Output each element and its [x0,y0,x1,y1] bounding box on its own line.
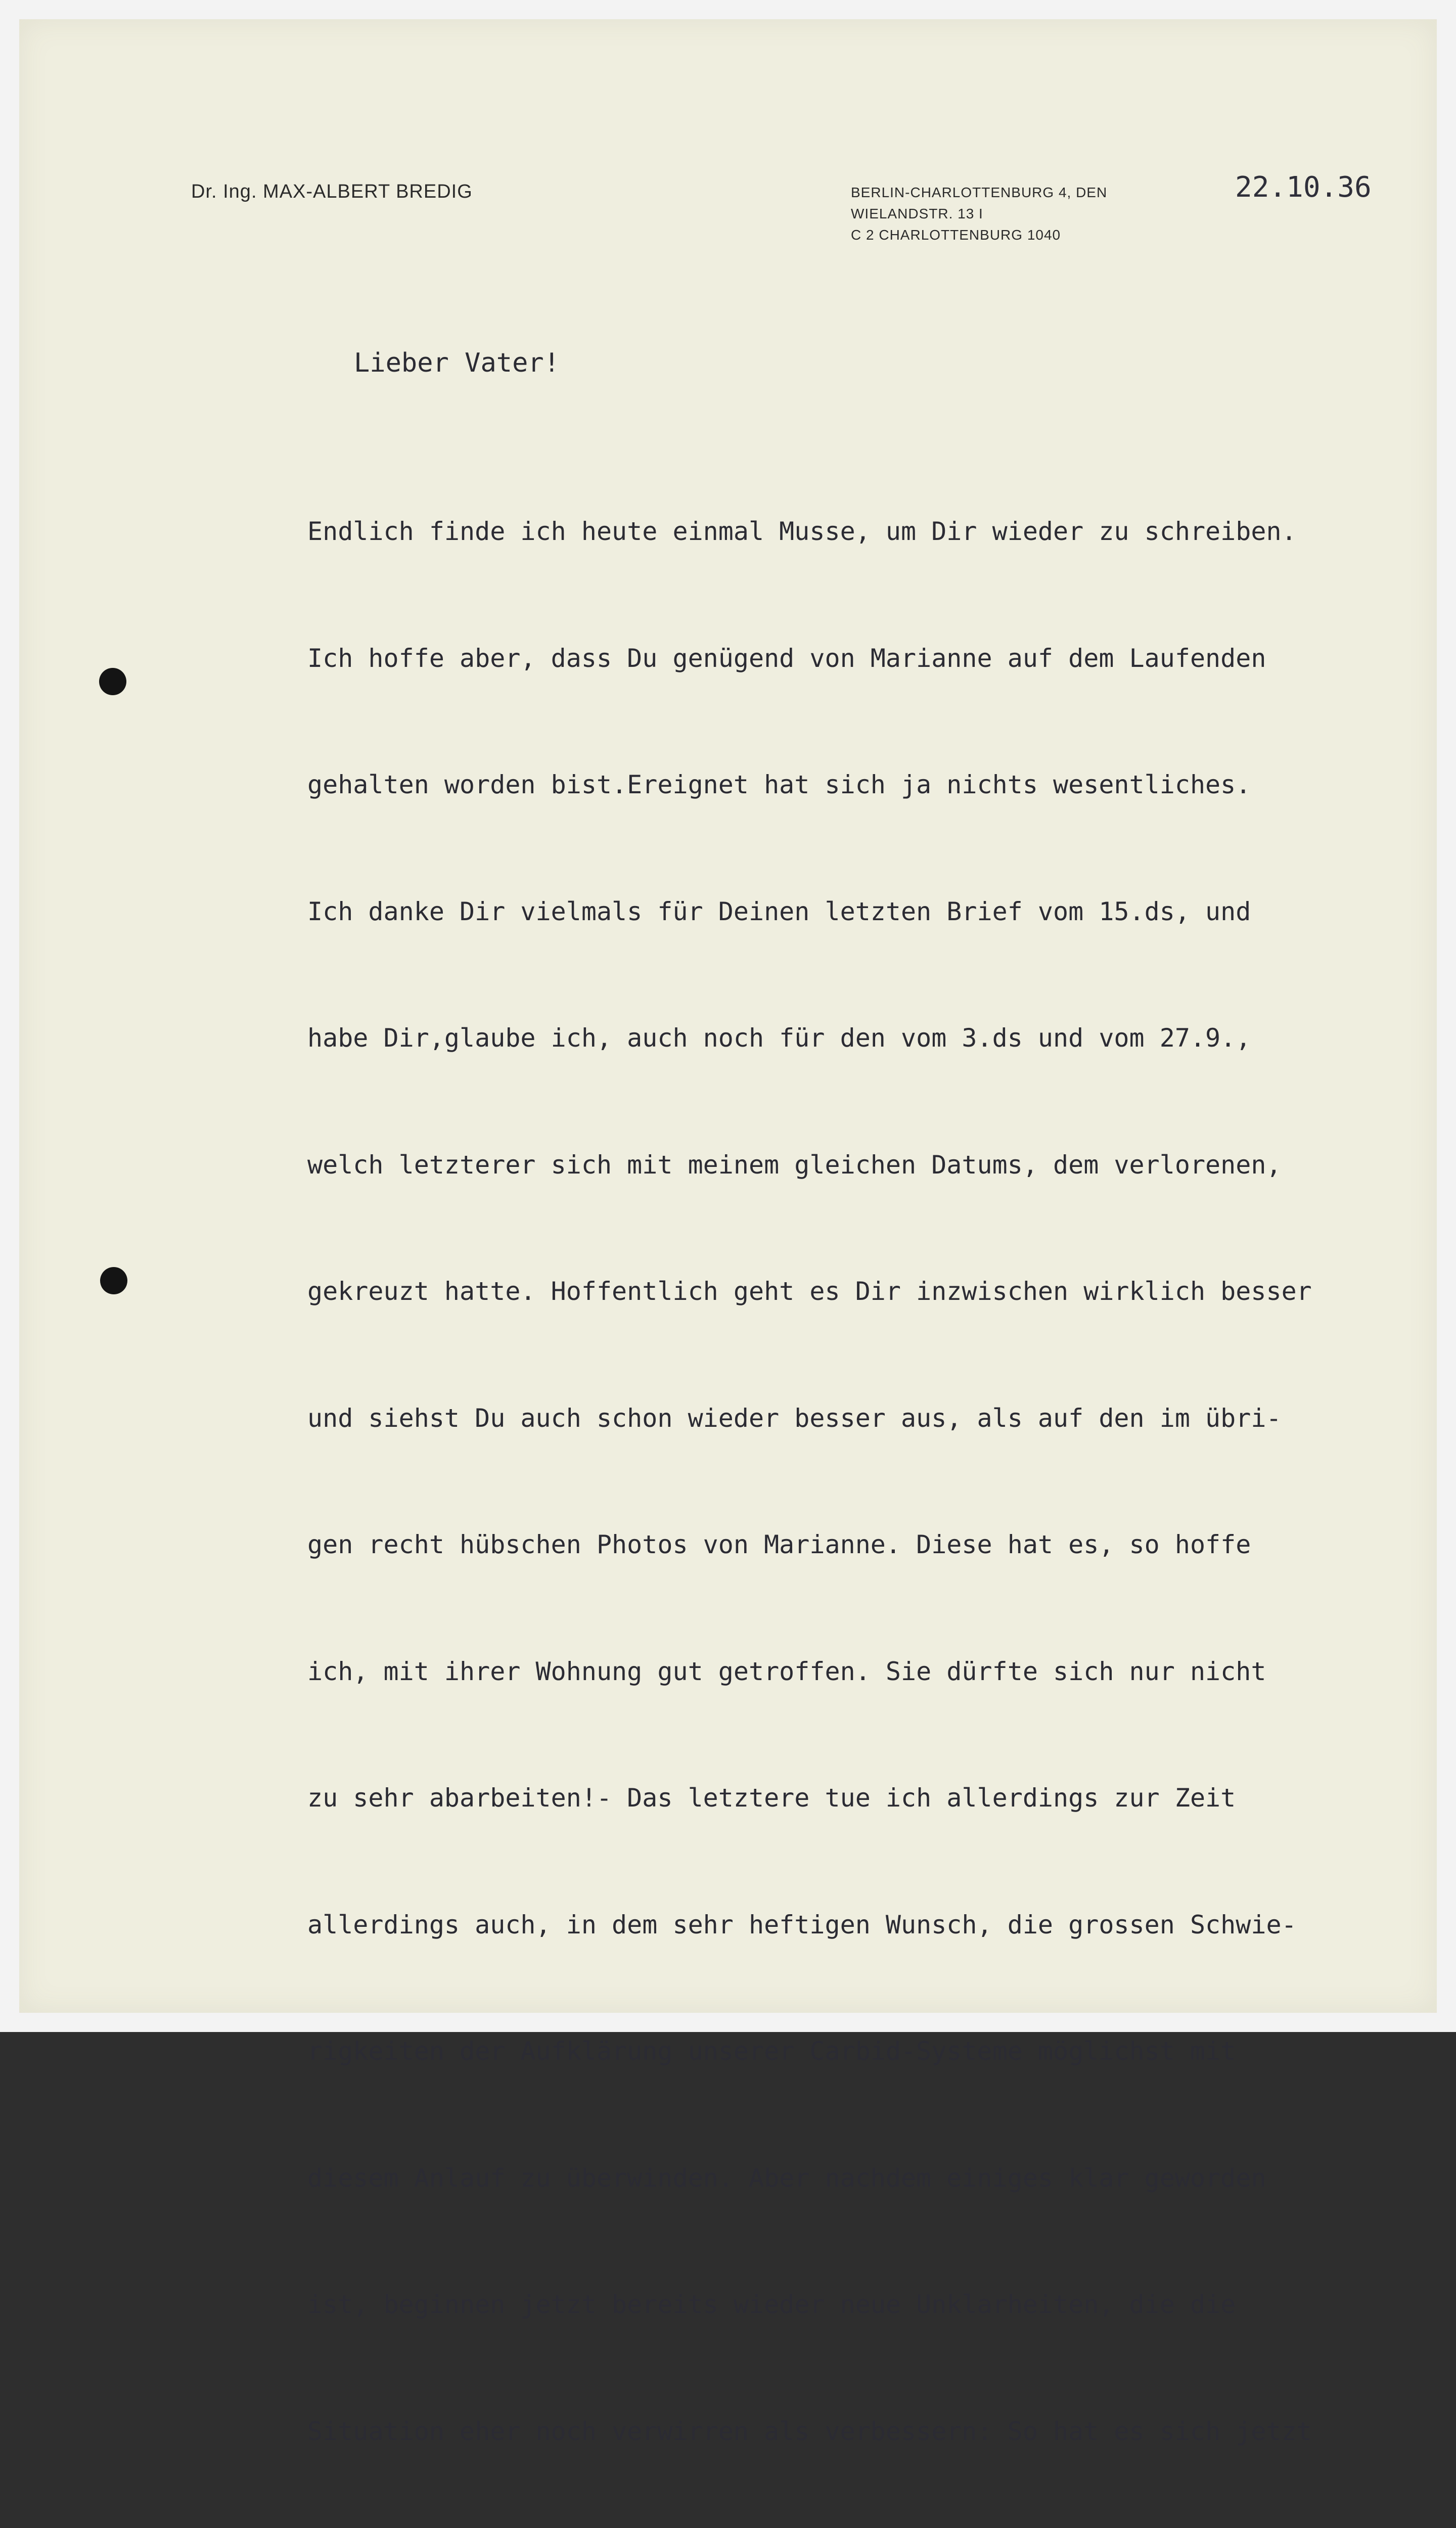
body-line: und siehst Du auch schon wieder besser aus, als auf den im übri- [307,1403,1282,1433]
body-line: Ich danke Dir vielmals für Deinen letzten Brief vom 15.ds, und [307,896,1251,926]
punch-hole-bottom [100,1267,127,1294]
punch-hole-top [99,668,126,695]
body-line: ist, beginnen jetzt bereits wieder neue Unklarheiten, die die [307,2290,1236,2319]
body-line: welch letzterer sich mit meinem gleichen Datums, dem verlorenen, [307,1150,1282,1180]
body-line: Ich hoffe aber, dass Du genügend von Marianne auf dem Laufenden [307,643,1266,673]
salutation: Lieber Vater! [354,348,560,378]
letter-body [307,426,1456,2528]
address-line-phone: C 2 CHARLOTTENBURG 1040 [851,227,1061,243]
body-line: zu sehr abarbeiten!- Das letztere tue ich allerdings zur Zeit [307,1783,1236,1813]
body-line: Endlich finde ich heute einmal Musse, um Dir wieder zu schreiben. [307,517,1297,546]
letterhead-address [851,182,1107,246]
letter-date: 22.10.36 [1235,171,1372,204]
body-line: diesem Anlauf zu überwinden. Aber nachdem einiges klar geworden [307,2163,1266,2193]
letterhead-name: Dr. Ing. MAX-ALBERT BREDIG [191,181,473,202]
body-line: allerdings auch, in dem sehr heftigen Wunsch, die grossen Schwie- [307,1910,1297,1939]
body-line: rigkeiten der Aufklärung unserer Carbid-Systeme möglichst mit [307,2037,1236,2066]
body-line: habe Dir,glaube ich, auch noch für den vom 3.ds und vom 27.9., [307,1023,1251,1053]
address-line-city: BERLIN-CHARLOTTENBURG 4, DEN [851,185,1108,200]
body-line: Situation eher noch verwirren als verbessern: So hat es sich jetzt [307,2416,1312,2446]
body-line: ich, mit ihrer Wohnung gut getroffen. Sie dürfte sich nur nicht [307,1656,1266,1686]
body-line: gehalten worden bist.Ereignet hat sich ja nichts wesentliches. [307,770,1251,799]
body-line: gekreuzt hatte. Hoffentlich geht es Dir inzwischen wirklich besser [307,1277,1312,1306]
body-line: gen recht hübschen Photos von Marianne. Diese hat es, so hoffe [307,1530,1251,1559]
address-line-street: WIELANDSTR. 13 I [851,206,983,221]
letter-page [19,19,1437,2446]
